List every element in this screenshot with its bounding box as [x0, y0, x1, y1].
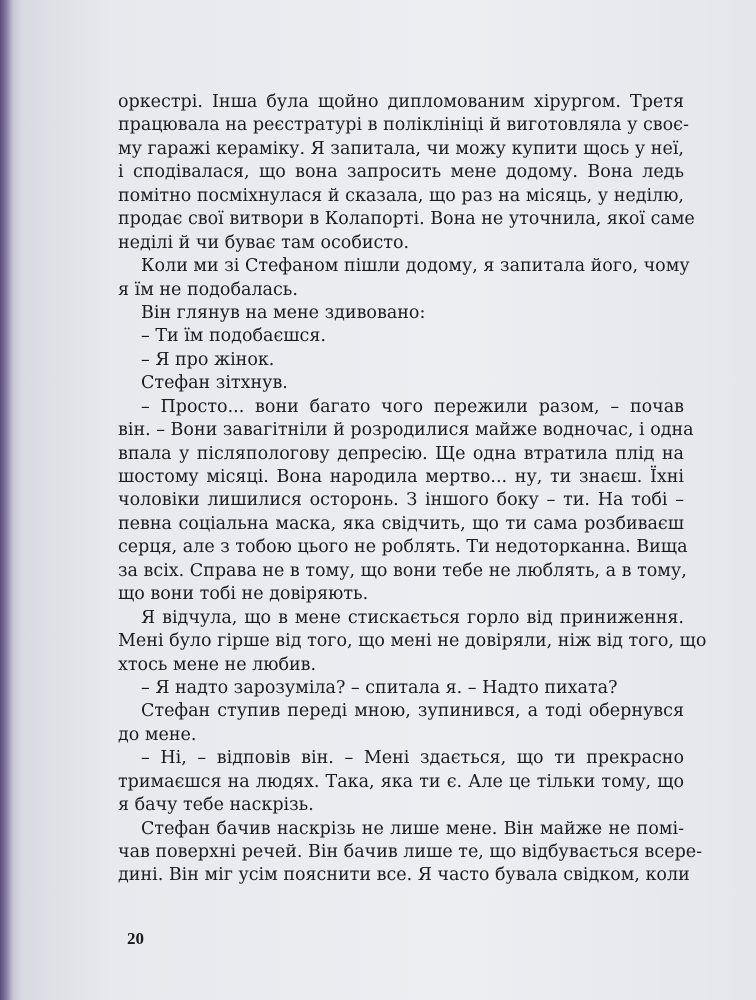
text-line: тримаєшся на людях. Така, яка ти є. Але це тільки тому, що	[118, 771, 684, 792]
text-line: – Просто... вони багато чого пережили разом, – почав	[141, 396, 684, 417]
text-line: що вони тобі не довіряють.	[118, 584, 369, 605]
text-line: впала у післяпологову депресію. Ще одна втратила плід на	[118, 443, 684, 464]
text-line: – Ти їм подобаєшся.	[141, 326, 326, 347]
text-line: і сподівалася, що вона запросить мене додому. Вона ледь	[118, 162, 684, 183]
text-line: серця, але з тобою цього не роблять. Ти недоторканна. Вища	[118, 537, 688, 558]
text-line: – Я надто зарозуміла? – спитала я. – Надто пихата?	[141, 677, 618, 698]
text-line: – Я про жінок.	[141, 349, 275, 370]
text-line: він. – Вони завагітніли й розродилися майже водночас, і одна	[118, 420, 694, 441]
text-line: Стефан бачив наскрізь не лише мене. Він майже не помі-	[141, 818, 684, 839]
text-line: чоловіки лишилися осторонь. З іншого боку – ти. На тобі –	[118, 490, 684, 511]
text-line: Стефан ступив переді мною, зупинився, а тоді обернувся	[141, 701, 684, 722]
text-line: за всіх. Справа не в тому, що вони тебе не люблять, а в тому,	[118, 560, 687, 581]
text-line: хтось мене не любив.	[118, 654, 317, 675]
text-line: Мені було гірше від того, що мені не довіряли, ніж від того, що	[118, 631, 707, 652]
body-text	[118, 91, 707, 888]
text-line: я бачу тебе наскрізь.	[118, 795, 314, 816]
text-line: Коли ми зі Стефаном пішли додому, я запитала його, чому	[141, 256, 690, 277]
text-line: неділі й чи буває там особисто.	[118, 232, 410, 253]
text-line: – Ні, – відповів він. – Мені здається, що ти прекрасно	[141, 748, 684, 769]
text-line: чав поверхні речей. Він бачив лише те, що відбувається всере-	[118, 842, 703, 862]
text-line: певна соціальна маска, яка свідчить, що ти сама розбиваєш	[118, 513, 684, 534]
page-number: 20	[127, 929, 144, 948]
book-spine-edge	[0, 0, 22, 1000]
text-line: працювала на реєстратурі в поліклініці й виготовляла у своє-	[118, 115, 689, 136]
text-line: Я відчула, що в мене стискається горло від приниження.	[141, 607, 684, 628]
text-line: до мене.	[118, 724, 197, 745]
text-line: шостому місяці. Вона народила мертво... ну, ти знаєш. Їхні	[118, 467, 684, 487]
text-line: дині. Він міг усім пояснити все. Я часто бувала свідком, коли	[118, 865, 690, 886]
text-line: помітно посміхнулася й сказала, що раз на місяць, у неділю,	[118, 185, 684, 206]
text-line: продає свої витвори в Колапорті. Вона не уточнила, якої саме	[118, 209, 695, 230]
text-line: Він глянув на мене здивовано:	[141, 302, 426, 323]
text-line: Стефан зітхнув.	[141, 373, 288, 394]
text-line: я їм не подобалась.	[118, 279, 298, 300]
text-line: му гаражі кераміку. Я запитала, чи можу купити щось у неї,	[118, 138, 684, 159]
text-line: оркестрі. Інша була щойно дипломованим хірургом. Третя	[118, 92, 684, 112]
